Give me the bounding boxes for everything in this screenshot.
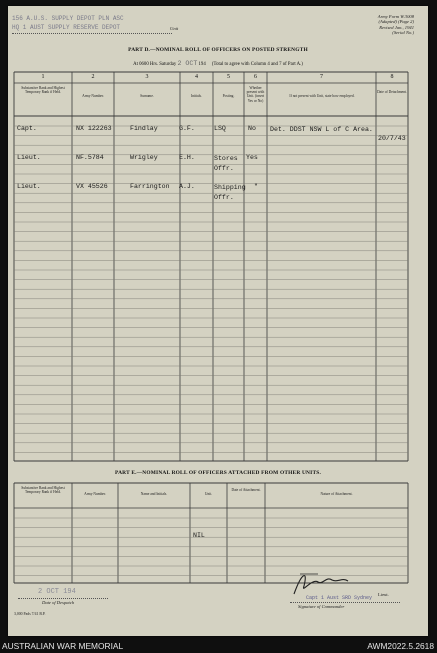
row3-surname: Farrington [130,183,170,190]
row1-present: No [248,125,256,132]
at-text: At 0600 Hrs. Saturday [133,62,177,67]
col-header-surname: Surname. [140,94,154,98]
row2-present: Yes [246,154,258,161]
row3-army-number: VX 45526 [76,183,108,190]
col-num-4: 4 [195,74,198,80]
total-note: (Total to agree with Column 4 and 7 of Part A.) [211,62,303,67]
row1-posting: LSQ [214,125,226,132]
part-e-header-name: Name and Initials. [140,492,168,496]
caption-institution: AUSTRALIAN WAR MEMORIAL [2,641,124,651]
part-e-row-rules [14,518,408,576]
col-num-7: 7 [320,74,323,80]
col-header-present: Whether present with Unit. (insert Yes or No) [246,86,265,103]
row3-rank: Lieut. [17,183,41,190]
serial-label: (Serial No.) [392,30,414,36]
part-e-header-attachment-date: Date of Attachment. [231,488,261,492]
col-num-5: 5 [227,74,230,80]
part-e-header-nature: Nature of Attachment. [320,492,353,496]
row3-present: " [254,183,258,190]
row1-detachment-date: 20/7/43 [378,135,406,142]
date-stamp: 2 OCT [177,60,198,67]
col-header-initials: Initials. [191,94,202,98]
row1-army-number: NX 122263 [76,125,112,132]
row2-army-number: NF.5784 [76,154,104,161]
part-e-title: PART E.—NOMINAL ROLL OF OFFICERS ATTACHED FROM OTHER UNITS. [115,470,321,476]
col-num-1: 1 [41,74,45,80]
form-number: Army Form W.3008 [377,14,414,19]
unit-stamp-2: HQ 1 AUST SUPPLY RESERVE DEPOT [12,24,121,31]
col-header-rank: Substantive Rank and Highest Temporary Rank if Held. [21,86,65,95]
part-e-header-army-number: Army Number. [84,492,106,496]
year-text: 194 [198,62,206,67]
table-grid [8,6,428,636]
unit-stamp-1: 156 A.U.S. SUPPLY DEPOT PLN ASC [12,15,124,22]
col-header-detachment-date: Date of Detachment. [377,90,407,94]
col-num-6: 6 [254,74,257,80]
row1-employed: Det. DDST NSW L of C Area. [270,126,373,133]
form-sheet [8,6,428,636]
row1-initials: G.F. [179,125,195,132]
form-adapted: (Adapted) (Page 2) [378,19,414,25]
part-d-row-rules [14,126,408,452]
row1-rank: Capt. [17,125,37,132]
col-header-posting: Posting. [222,94,235,98]
signature-stamp: Capt 1 Aust SRD Sydney [306,595,373,601]
handwritten-signature [288,568,368,598]
caption-accession: AWM2022.5.2618 [367,641,434,651]
col-header-army-number: Army Number. [82,94,104,98]
part-e-header-rank: Substantive Rank and Highest Temporary Rank if Held. [21,486,65,495]
dispatch-line [18,598,108,599]
printer-note: 3,000 Pads 7/41 B.P. [14,612,46,616]
col-num-2: 2 [91,74,95,80]
signature-rank: Lieut. [378,592,389,597]
col-num-3: 3 [145,74,149,80]
part-d-title: PART D.—NOMINAL ROLL OF OFFICERS ON POSTED STRENGTH [128,47,308,53]
col-header-employed: If not present with Unit, state how employed. [289,94,355,98]
row2-surname: Wrigley [130,154,158,161]
row3-initials: A.J. [179,183,195,190]
part-e-nil: NIL [193,532,205,539]
unit-label: Unit [170,26,179,31]
row2-rank: Lieut. [17,154,41,161]
dispatch-label: Date of Despatch [42,600,75,605]
row2-initials: E.H. [179,154,195,161]
row1-surname: Findlay [130,125,158,132]
signature-label: Signature of Commander [298,604,345,609]
signature-line [290,602,400,603]
row3-posting: Shipping Offr. [214,184,246,201]
dispatch-stamp: 2 OCT 194 [38,588,76,596]
form-revised: Revised Jan., 1941 [379,24,414,30]
col-num-8: 8 [390,74,394,80]
part-e-header-unit: Unit. [204,492,213,496]
row2-posting: Stores Offr. [214,155,238,172]
